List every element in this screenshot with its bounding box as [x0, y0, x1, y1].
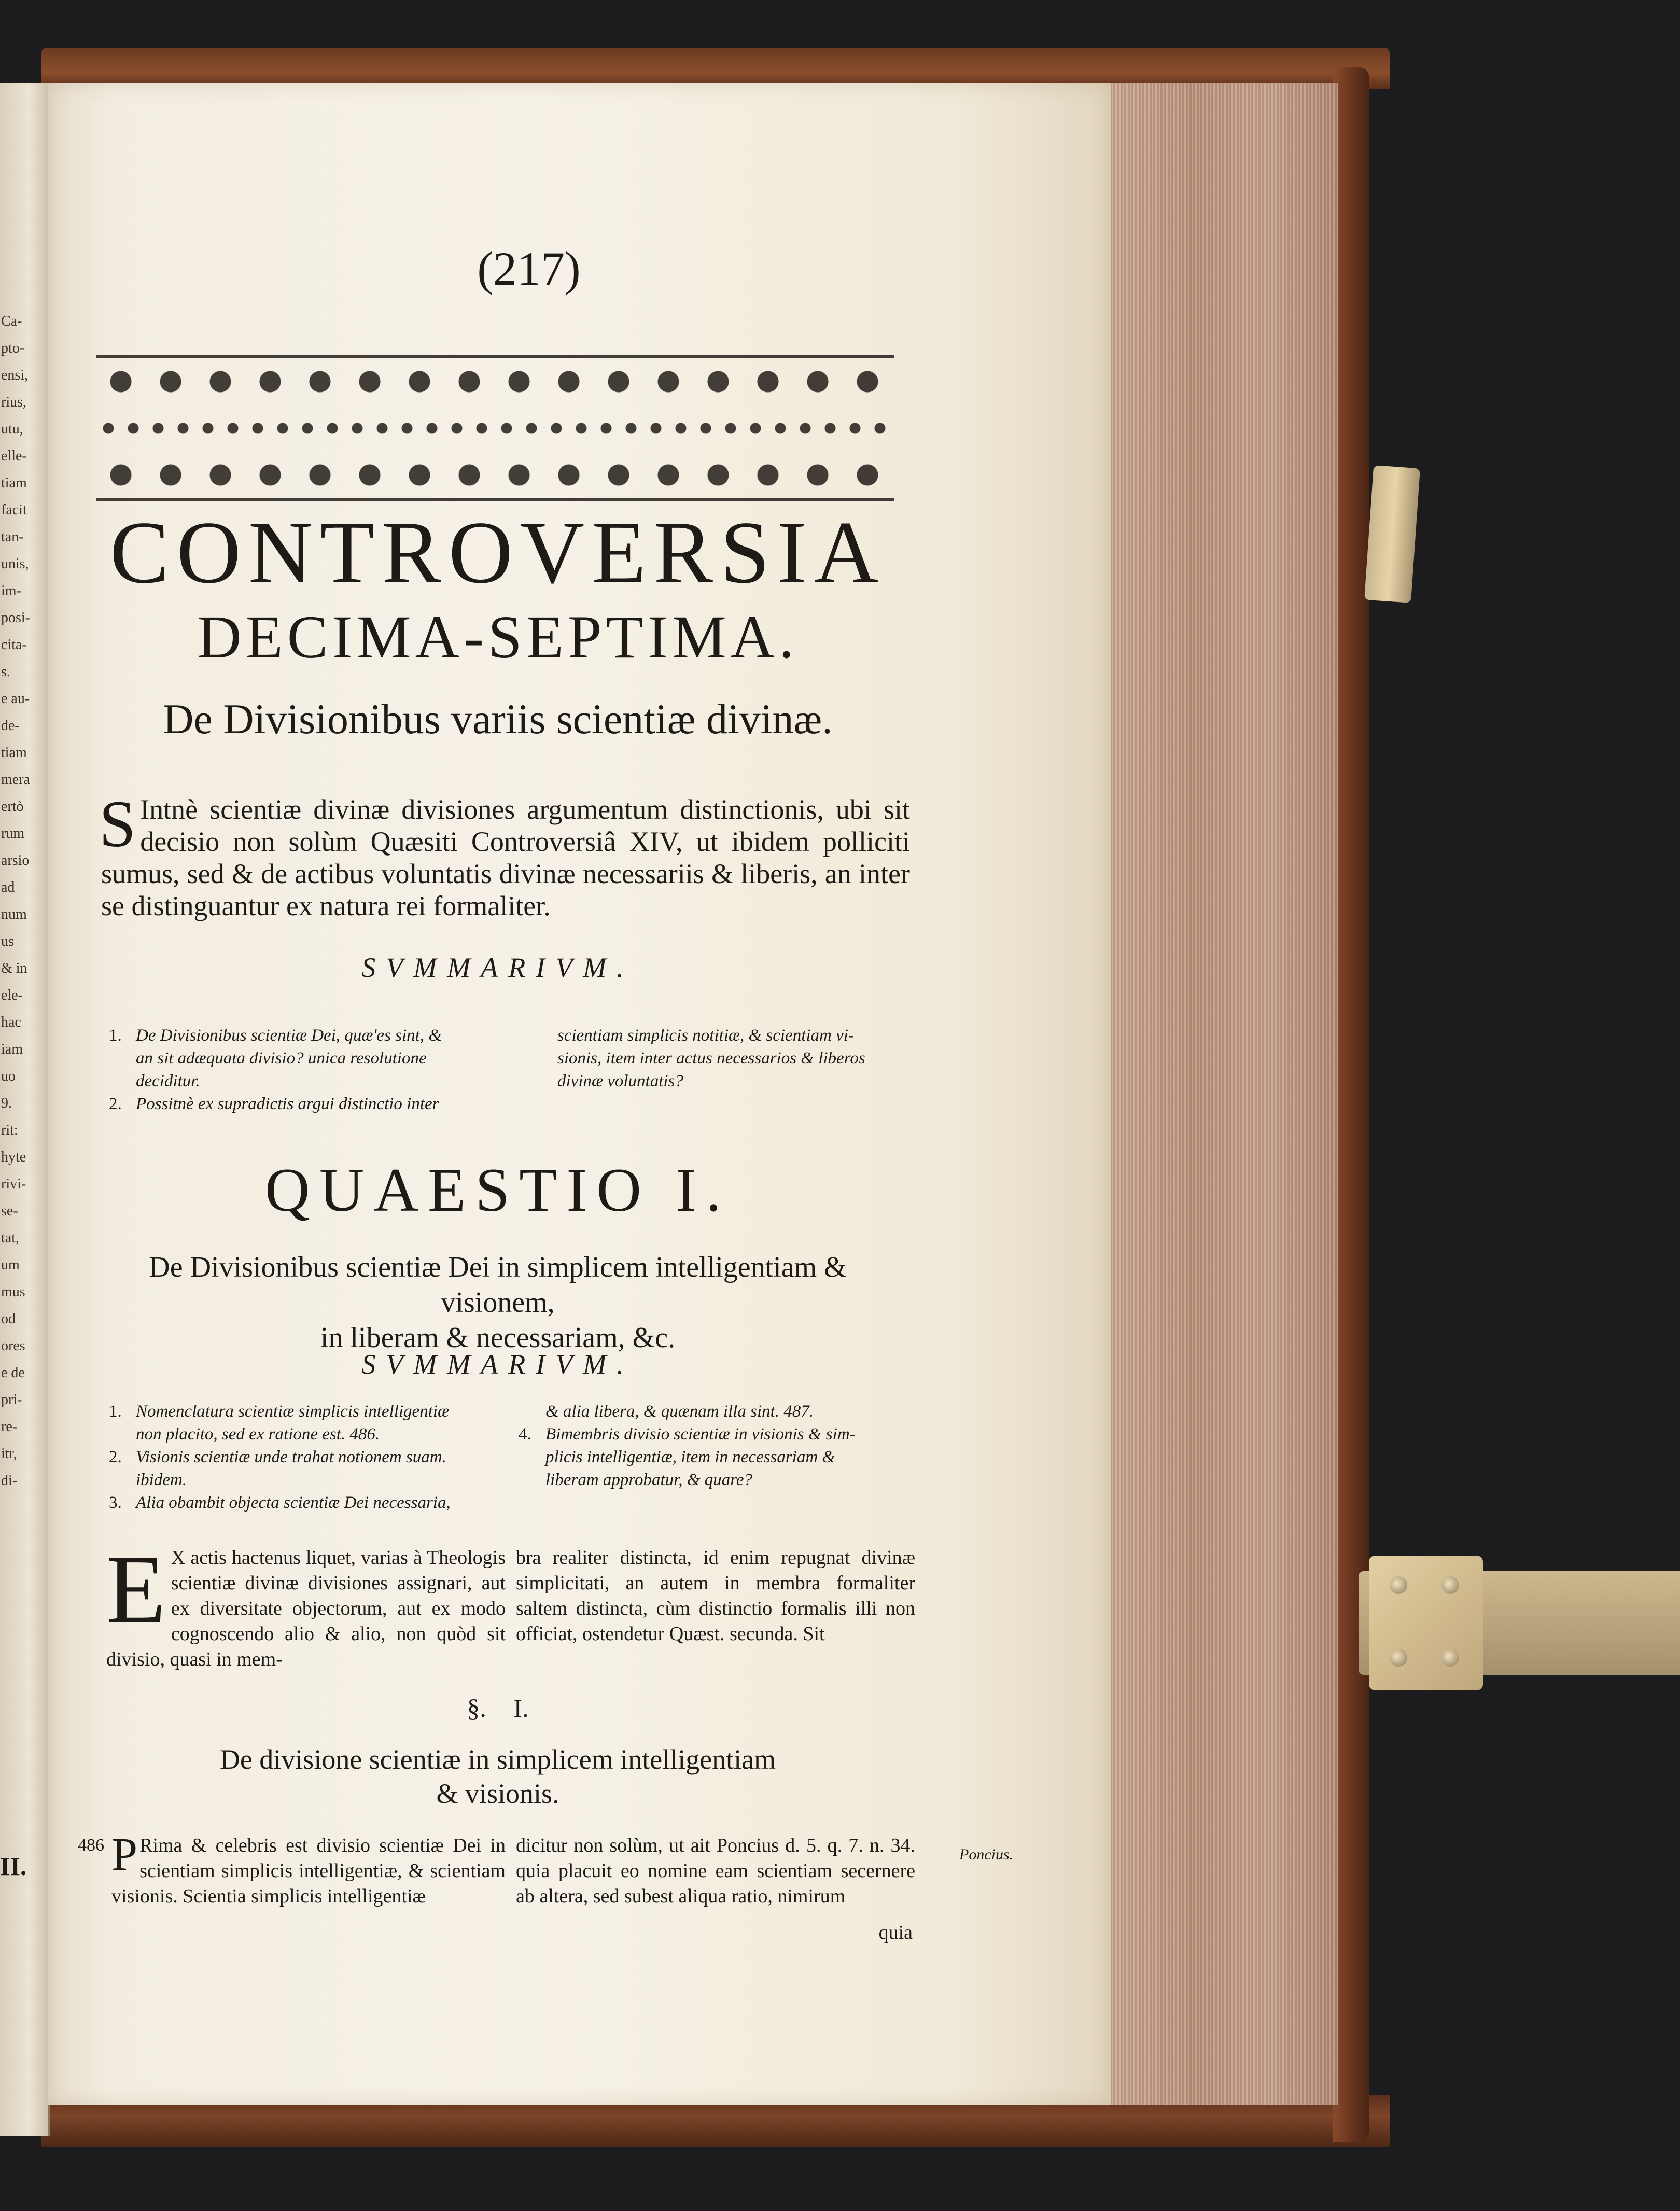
body-text: bra realiter distincta, id enim repugnat divinæ simplicitati, an autem in membra formaliter saltem distincta, cùm distinctio formalis illi non officiat, ostendetur Quæst. secunda. Sit [516, 1547, 915, 1645]
clasp-bottom-plate [1369, 1556, 1483, 1690]
facing-page-fragment: rivi- [1, 1176, 26, 1192]
summary-line: 2. Possitnè ex supradictis argui distinctio inter [109, 1095, 439, 1113]
heading-controversia: CONTROVERSIA [109, 503, 886, 602]
facing-page-fragment: facit [1, 502, 27, 518]
facing-page-fragment: s. [1, 664, 10, 680]
section-title-line: De divisione scientiæ in simplicem intelligentiam [219, 1744, 776, 1775]
body-text: dicitur non solùm, ut ait Poncius d. 5. q. 7. n. 34. quia placuit eo nomine eam scientiam secernere ab altera, sed subest aliqua ratio, nimirum [516, 1835, 915, 1907]
body-text: Rima & celebris est divisio scientiæ Dei in scientiam simplicis intelligentiæ, & scientiam visionis. Scientia simplicis intelligentiæ [111, 1835, 506, 1907]
facing-page-fragment: us [1, 933, 14, 949]
summary-line: 3. Alia obambit objecta scientiæ Dei necessaria, [109, 1493, 451, 1512]
facing-page-fragment: Ca- [1, 313, 22, 329]
summary-line: plicis intelligentiæ, item in necessariam & [545, 1448, 836, 1466]
facing-page-fragment: rius, [1, 394, 26, 410]
dropcap: S [99, 787, 136, 861]
facing-page-fragment: rit: [1, 1122, 18, 1138]
body-right-column [516, 1545, 915, 1647]
summary-line: non placito, sed ex ratione est. 486. [136, 1425, 380, 1444]
facing-page-fragment: utu, [1, 421, 23, 437]
facing-page-fragment: e de [1, 1365, 25, 1381]
facing-page-fragment: iam [1, 1041, 23, 1057]
facing-page-fragment: num [1, 906, 27, 922]
facing-page-fragment: pto- [1, 340, 25, 356]
facing-page-fragment: de- [1, 718, 20, 734]
facing-page-fragment: di- [1, 1473, 18, 1489]
facing-page-fragment: arsio [1, 852, 30, 869]
summary-line: 4. Bimembris divisio scientiæ in visionis & sim- [519, 1425, 856, 1444]
facing-page-fragment: tat, [1, 1230, 19, 1246]
facing-page-fragment: ertò [1, 799, 24, 815]
facing-page-fragment: uo [1, 1068, 16, 1084]
facing-page-fragment: re- [1, 1419, 18, 1435]
margin-note: Poncius. [959, 1846, 1014, 1863]
summary-line: divinæ voluntatis? [557, 1072, 683, 1090]
rivet [1441, 1576, 1459, 1594]
quaestio-title-line: De Divisionibus scientiæ Dei in simplicem intelligentiam & visionem, [149, 1251, 847, 1319]
summary-line: & alia libera, & quænam illa sint. 487. [545, 1402, 814, 1421]
page-edges [1104, 83, 1338, 2105]
facing-page-fragment: ele- [1, 987, 23, 1003]
summarium-label: SVMMARIVM. [361, 952, 634, 983]
facing-page-fragment: se- [1, 1203, 18, 1219]
body-left-column [106, 1535, 506, 1672]
facing-page-fragment: hyte [1, 1149, 26, 1165]
summarium-label-2: SVMMARIVM. [361, 1349, 634, 1380]
summary-line: 1. Nomenclatura scientiæ simplicis intelligentiæ [109, 1402, 450, 1421]
facing-page-fragment: hac [1, 1014, 21, 1030]
heading-decima-septima: DECIMA-SEPTIMA. [197, 603, 799, 671]
facing-page-fragment: um [1, 1257, 20, 1273]
dropcap: P [111, 1829, 138, 1880]
summary-line: deciditur. [136, 1072, 200, 1090]
facing-page-fragment: tiam [1, 475, 27, 491]
summary-line: 1. De Divisionibus scientiæ Dei, quæ'es sint, & [109, 1026, 442, 1045]
summary2-right-column [519, 1400, 913, 1491]
facing-page-fragment: 9. [1, 1095, 12, 1111]
facing-page-fragment: unis, [1, 556, 29, 572]
dropcap: E [106, 1535, 166, 1643]
rivet [1441, 1649, 1459, 1667]
facing-page-fragment: ensi, [1, 367, 29, 383]
quaestio-title-line: in liberam & necessariam, &c. [320, 1322, 676, 1354]
summary-line: ibidem. [136, 1471, 187, 1489]
facing-page-fragment: mus [1, 1284, 25, 1300]
facing-page-mark: II. [0, 1852, 27, 1881]
facing-page-edge [0, 83, 50, 2136]
ornamental-headpiece [96, 355, 894, 501]
book-cover-edge [1333, 67, 1369, 2142]
body2-left-column [111, 1829, 506, 1909]
facing-page-fragment: tan- [1, 529, 24, 545]
facing-page-fragment: pri- [1, 1392, 22, 1408]
facing-page-fragment: im- [1, 583, 21, 599]
summary-line: an sit adæquata divisio? unica resolutione [136, 1049, 427, 1068]
facing-page-fragment: e au- [1, 691, 30, 707]
rivet [1390, 1576, 1407, 1594]
quaestio-title [93, 1250, 902, 1355]
intro-paragraph [99, 787, 910, 922]
facing-page-fragment: ores [1, 1338, 25, 1354]
clasp-top [1364, 465, 1420, 603]
heading-quaestio: QUAESTIO I. [265, 1155, 731, 1224]
facing-page-fragment: elle- [1, 448, 27, 464]
section-mark: §. I. [467, 1694, 529, 1723]
intro-text: Intnè scientiæ divinæ divisiones argumentum distinctionis, ubi sit decisio non solùm Quæsiti Controversiâ XIV, ut ibidem polliciti sumus, sed & de actibus voluntatis divinæ necessariis & liberis, an inter se distinguantur ex natura rei formaliter. [101, 794, 910, 921]
page-number: (217) [477, 242, 581, 295]
section-title [93, 1742, 902, 1811]
facing-page-fragment: tiam [1, 745, 27, 761]
catchword: quia [878, 1922, 913, 1943]
summary-line: scientiam simplicis notitiæ, & scientiam vi- [557, 1026, 854, 1045]
facing-page-fragment: itr, [1, 1446, 17, 1462]
facing-page-fragment: ad [1, 879, 15, 895]
summary-line: liberam approbatur, & quare? [545, 1471, 753, 1489]
rivet [1390, 1649, 1407, 1667]
margin-number: 486 [78, 1836, 104, 1855]
heading-subtitle: De Divisionibus variis scientiæ divinæ. [163, 695, 833, 743]
summary-left-column [109, 1024, 503, 1115]
facing-page-fragment: rum [1, 825, 25, 842]
facing-page-fragment: posi- [1, 610, 30, 626]
summary2-left-column [109, 1400, 503, 1514]
facing-page-fragment: & in [1, 960, 27, 976]
body2-right-column [516, 1833, 915, 1909]
facing-page-fragment: od [1, 1311, 16, 1327]
facing-page-fragment: mera [1, 772, 30, 788]
summary-line: 2. Visionis scientiæ unde trahat notionem suam. [109, 1448, 446, 1466]
body-text: X actis hactenus liquet, varias à Theologis scientiæ divinæ divisiones assignari, aut ex diversitate objectorum, aut ex modo cognoscendo alio & alio, non quòd sit divisio, quasi in mem- [106, 1547, 506, 1670]
summary-right-column [557, 1024, 920, 1093]
summary-line: sionis, item inter actus necessarios & liberos [557, 1049, 865, 1068]
facing-page-fragment: cita- [1, 637, 27, 653]
section-title-line: & visionis. [436, 1778, 559, 1809]
